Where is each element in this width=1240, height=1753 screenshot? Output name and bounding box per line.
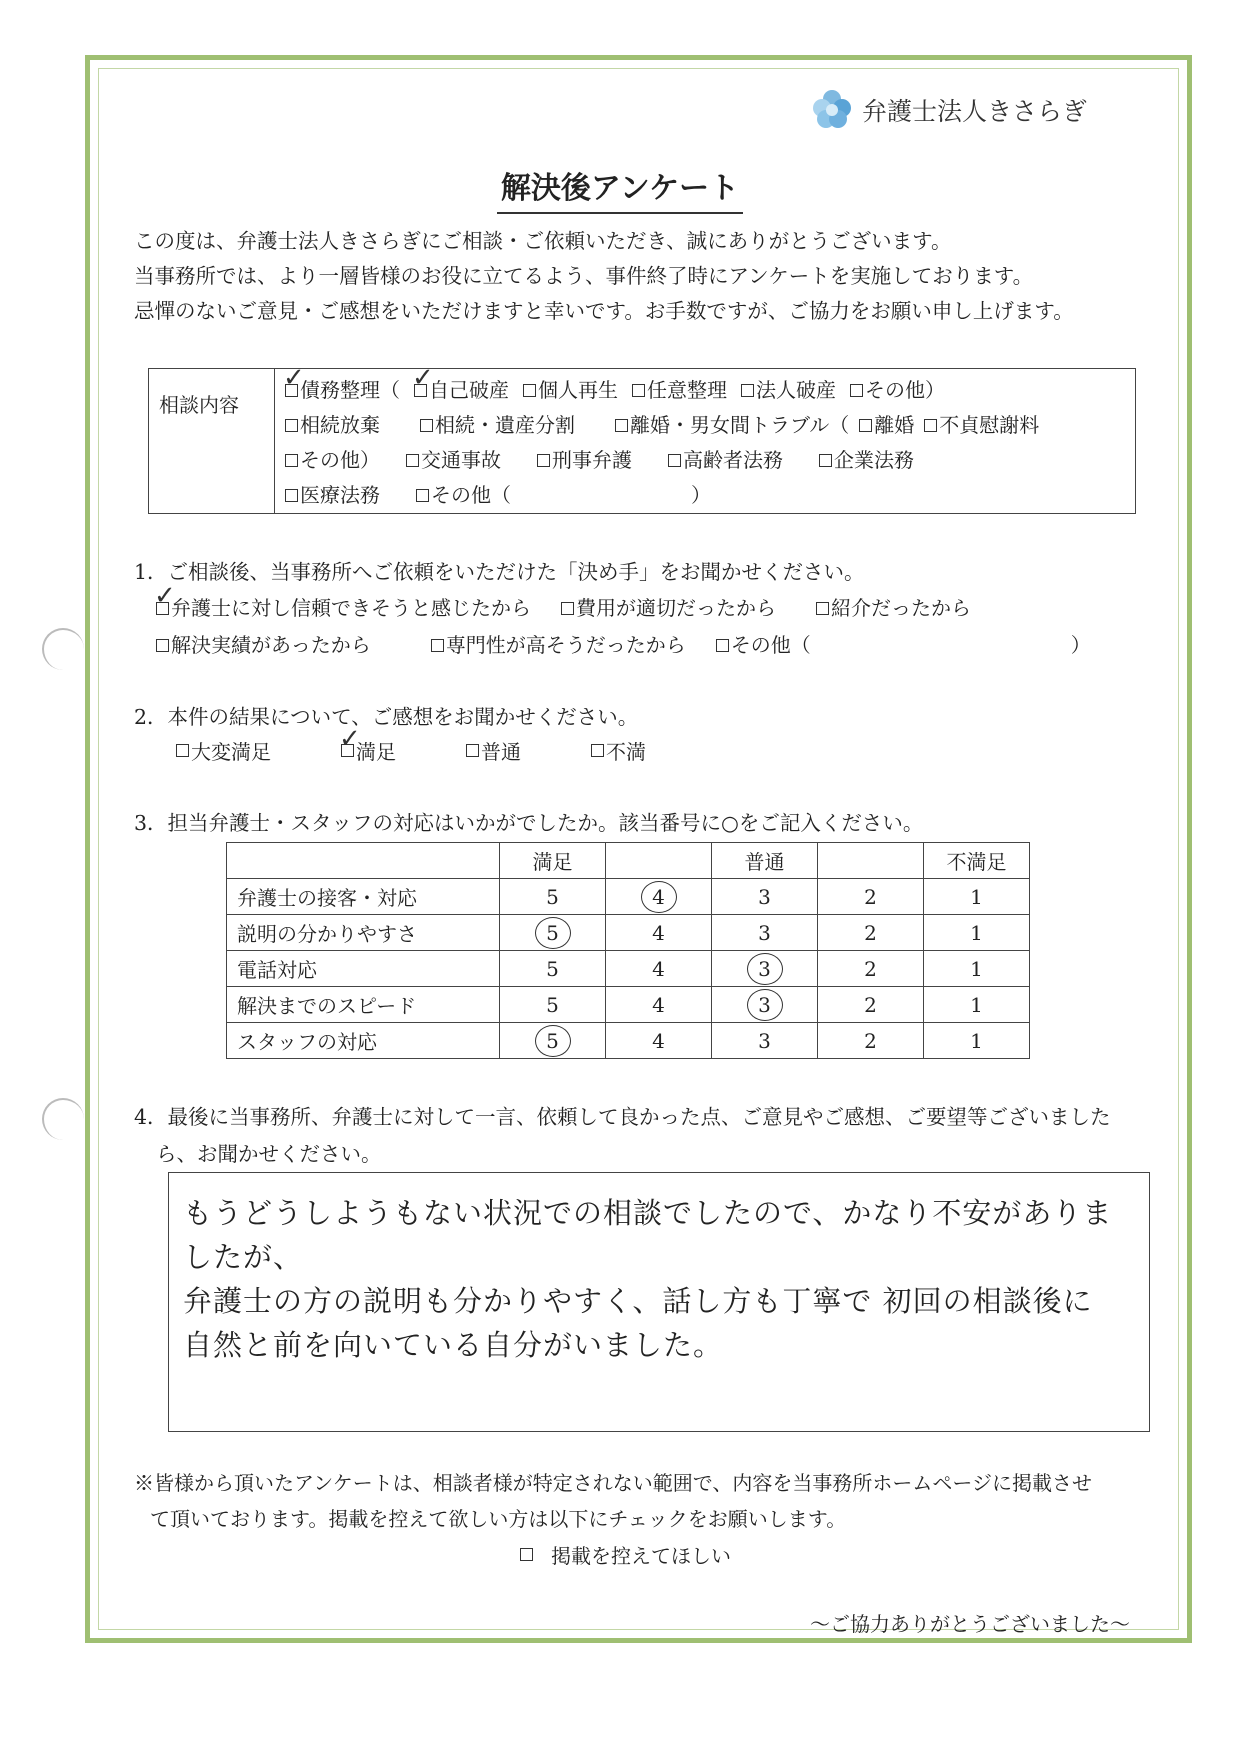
checkbox-option[interactable] — [741, 373, 836, 408]
rating-score-cell[interactable] — [712, 987, 818, 1023]
checkbox[interactable] — [816, 602, 829, 615]
rating-score-cell[interactable] — [500, 915, 606, 951]
q4-answer-box[interactable] — [168, 1172, 1150, 1432]
checkbox-label: 相続・遺産分割 — [435, 413, 575, 437]
checkbox-option[interactable] — [850, 373, 945, 408]
circled-score: 5 — [535, 1025, 571, 1057]
consult-type-row — [285, 478, 1135, 513]
q1-question: 1．ご相談後、当事務所へご依頼をいただけた「決め手」をお聞かせください。 — [134, 560, 865, 584]
score: 4 — [652, 920, 665, 945]
checkbox[interactable] — [406, 454, 419, 467]
footer-note: ※皆様から頂いたアンケートは、相談者様が特定されない範囲で、内容を当事務所ホームページに掲載させ て頂いております。掲載を控えて欲しい方は以下にチェックをお願いします。 — [134, 1471, 1092, 1531]
checkbox-label: 普通 — [481, 740, 521, 764]
checkbox-option[interactable] — [406, 443, 501, 478]
checkbox[interactable] — [561, 602, 574, 615]
checkbox-option[interactable] — [561, 590, 776, 627]
checkbox-option[interactable] — [816, 590, 971, 627]
rating-item-label: 説明の分かりやすさ — [227, 915, 500, 951]
score: 1 — [970, 992, 983, 1017]
checkbox[interactable] — [741, 384, 754, 397]
page-title: 解決後アンケート — [0, 163, 1240, 207]
rating-score-cell[interactable] — [500, 987, 606, 1023]
rating-item-label: 電話対応 — [227, 951, 500, 987]
score: 5 — [546, 884, 559, 909]
rating-score-cell[interactable] — [818, 915, 924, 951]
check-mark-icon: ✓ — [339, 724, 361, 754]
rating-header-row — [227, 843, 1030, 879]
intro-text: この度は、弁護士法人きさらぎにご相談・ご依頼いただき、誠にありがとうございます。 当事務所では、より一層皆様のお役に立てるよう、事件終了時にアンケートを実施しております。 忌憚のないご意見・ご感想をいただけますと幸いです。お手数ですが、ご協力をお願い申し上げます。 — [134, 229, 1074, 323]
checkbox[interactable] — [632, 384, 645, 397]
rating-score-cell[interactable] — [924, 951, 1030, 987]
checkbox-option[interactable] — [285, 478, 380, 513]
rating-score-cell[interactable] — [606, 915, 712, 951]
check-mark-icon: ✓ — [412, 363, 434, 393]
checkbox-label: 離婚 — [874, 413, 915, 437]
checkbox[interactable] — [537, 454, 550, 467]
score: 1 — [970, 884, 983, 909]
checkbox-option[interactable] — [632, 373, 727, 408]
checkbox-label: 不満 — [606, 740, 646, 764]
checkbox-option[interactable] — [156, 627, 371, 664]
checkbox[interactable] — [523, 384, 536, 397]
checkbox-label: 自己破産 — [429, 378, 509, 402]
rating-score-cell[interactable] — [818, 1023, 924, 1059]
rating-row — [227, 987, 1030, 1023]
score: 2 — [864, 920, 877, 945]
checkbox-option[interactable] — [591, 736, 646, 765]
checkbox-label: 費用が適切だったから — [576, 596, 776, 620]
checkbox-label: その他） — [865, 378, 945, 402]
rating-score-cell[interactable] — [818, 987, 924, 1023]
checkbox-label: 刑事弁護 — [552, 448, 632, 472]
checkbox-label: その他（ ） — [431, 483, 711, 507]
checkbox[interactable] — [850, 384, 863, 397]
rating-row — [227, 951, 1030, 987]
rating-header-blank — [227, 843, 500, 879]
consult-type-table — [148, 363, 1136, 514]
score: 5 — [546, 956, 559, 981]
checkbox[interactable] — [431, 639, 444, 652]
checkbox-option[interactable] — [859, 408, 914, 443]
checkbox-option[interactable] — [285, 408, 380, 443]
rating-score-cell[interactable] — [712, 951, 818, 987]
checkbox-option[interactable] — [285, 443, 380, 478]
optout-checkbox[interactable] — [520, 1548, 533, 1561]
consult-type-row — [283, 363, 1135, 408]
consult-type-row — [285, 408, 1135, 443]
score: 1 — [970, 1028, 983, 1053]
checkbox[interactable] — [859, 419, 872, 432]
score: 3 — [758, 1028, 771, 1053]
consult-type-row — [285, 443, 1135, 478]
rating-header: 満足 — [500, 843, 606, 879]
consult-type-label: 相談内容 — [149, 369, 275, 513]
rating-table — [226, 842, 1030, 1059]
checkbox-option[interactable] — [537, 443, 632, 478]
rating-score-cell[interactable] — [500, 1023, 606, 1059]
checkbox-label: 高齢者法務 — [683, 448, 783, 472]
flower-logo-icon — [810, 88, 854, 132]
circled-score: 5 — [535, 917, 571, 949]
rating-item-label: スタッフの対応 — [227, 1023, 500, 1059]
checkbox-label: 法人破産 — [756, 378, 836, 402]
score: 1 — [970, 956, 983, 981]
rating-score-cell[interactable] — [712, 879, 818, 915]
checkbox[interactable] — [285, 489, 298, 502]
checkbox-option[interactable] — [154, 581, 531, 627]
checkbox[interactable] — [466, 744, 479, 757]
checkbox[interactable] — [924, 419, 937, 432]
rating-score-cell[interactable] — [924, 915, 1030, 951]
check-mark-icon: ✓ — [283, 363, 305, 393]
checkbox[interactable] — [176, 744, 189, 757]
rating-score-cell[interactable] — [712, 1023, 818, 1059]
checkbox[interactable] — [819, 454, 832, 467]
checkbox[interactable] — [668, 454, 681, 467]
answer-line: 弁護士の方の説明も分かりやすく、話し方も丁寧で 初回の相談後に — [183, 1284, 1093, 1318]
checkbox-label: その他） — [300, 448, 380, 472]
score: 2 — [864, 1028, 877, 1053]
score: 4 — [652, 956, 665, 981]
rating-score-cell[interactable] — [500, 879, 606, 915]
checkbox-label: 交通事故 — [421, 448, 501, 472]
rating-row — [227, 915, 1030, 951]
score: 4 — [652, 992, 665, 1017]
checkbox-label: 債務整理（ — [300, 378, 400, 402]
checkbox-label: 離婚・男女間トラブル（ — [630, 413, 850, 437]
q4-question-line2: ら、お聞かせください。 — [156, 1142, 382, 1166]
checkbox[interactable] — [591, 744, 604, 757]
rating-score-cell[interactable] — [924, 1023, 1030, 1059]
checkbox-label: 解決実績があったから — [171, 633, 371, 657]
firm-logo — [810, 88, 1087, 132]
q2-question: 2．本件の結果について、ご感想をお聞かせください。 — [134, 705, 639, 729]
checkbox-option[interactable] — [819, 443, 914, 478]
checkbox-option[interactable] — [416, 478, 711, 513]
checkbox-option[interactable] — [924, 408, 1039, 443]
checkbox[interactable] — [156, 639, 169, 652]
score: 2 — [864, 884, 877, 909]
rating-score-cell[interactable] — [606, 987, 712, 1023]
rating-header — [818, 843, 924, 879]
optout-option[interactable] — [520, 1540, 731, 1569]
checkbox-option[interactable] — [668, 443, 783, 478]
q2-options — [176, 724, 716, 765]
rating-score-cell[interactable] — [606, 1023, 712, 1059]
rating-header — [606, 843, 712, 879]
check-mark-icon: ✓ — [154, 581, 176, 611]
rating-item-label: 弁護士の接客・対応 — [227, 879, 500, 915]
rating-score-cell[interactable] — [818, 951, 924, 987]
checkbox-option[interactable] — [523, 373, 618, 408]
checkbox-option[interactable] — [615, 408, 849, 443]
score: 3 — [758, 920, 771, 945]
checkbox-option[interactable] — [466, 736, 521, 765]
rating-score-cell[interactable] — [818, 879, 924, 915]
checkbox-label: 個人再生 — [538, 378, 618, 402]
score: 5 — [546, 992, 559, 1017]
score: 2 — [864, 956, 877, 981]
score: 4 — [652, 1028, 665, 1053]
checkbox-label: 企業法務 — [834, 448, 914, 472]
checkbox[interactable] — [716, 639, 729, 652]
checkbox-option[interactable] — [412, 363, 509, 408]
checkbox-label: その他（ ） — [730, 633, 1091, 657]
score: 1 — [970, 920, 983, 945]
checkbox-label: 医療法務 — [300, 483, 380, 507]
checkbox-option[interactable] — [176, 736, 271, 765]
checkbox-label: 満足 — [356, 740, 396, 764]
checkbox[interactable] — [285, 454, 298, 467]
checkbox[interactable] — [416, 489, 429, 502]
consult-type-options — [275, 363, 1135, 513]
score: 3 — [758, 884, 771, 909]
checkbox[interactable] — [420, 419, 433, 432]
thanks-text: ～ご協力ありがとうございました～ — [810, 1612, 1130, 1636]
q1-row — [156, 627, 1091, 664]
circled-score: 3 — [747, 953, 783, 985]
circled-score: 3 — [747, 989, 783, 1021]
rating-score-cell[interactable] — [500, 951, 606, 987]
q4-question-line1: 4．最後に当事務所、弁護士に対して一言、依頼して良かった点、ご意見やご感想、ご要望等ございました — [134, 1105, 1111, 1129]
punch-hole — [42, 1098, 84, 1140]
q3-question: 3．担当弁護士・スタッフの対応はいかがでしたか。該当番号に○をご記入ください。 — [134, 811, 924, 835]
rating-row — [227, 1023, 1030, 1059]
punch-hole — [42, 628, 84, 670]
rating-header: 不満足 — [924, 843, 1030, 879]
rating-score-cell[interactable] — [712, 915, 818, 951]
checkbox-option[interactable] — [420, 408, 575, 443]
rating-row — [227, 879, 1030, 915]
checkbox-label: 紹介だったから — [831, 596, 971, 620]
optout-label: 掲載を控えてほしい — [551, 1544, 731, 1568]
checkbox-label: 相続放棄 — [300, 413, 380, 437]
checkbox-label: 大変満足 — [191, 740, 271, 764]
firm-name: 弁護士法人きさらぎ — [862, 97, 1088, 126]
checkbox-label: 専門性が高そうだったから — [445, 633, 686, 657]
checkbox-label: 不貞慰謝料 — [939, 413, 1040, 437]
rating-item-label: 解決までのスピード — [227, 987, 500, 1023]
checkbox-label: 任意整理 — [647, 378, 727, 402]
rating-score-cell[interactable] — [606, 879, 712, 915]
checkbox-option[interactable] — [716, 627, 1091, 664]
q1-row — [154, 581, 1091, 627]
checkbox-option[interactable] — [283, 363, 400, 408]
rating-score-cell[interactable] — [606, 951, 712, 987]
q1-options — [154, 581, 1091, 664]
checkbox-option[interactable] — [431, 627, 686, 664]
rating-score-cell[interactable] — [924, 987, 1030, 1023]
checkbox-option[interactable] — [339, 724, 396, 765]
circled-score: 4 — [641, 881, 677, 913]
answer-line: もうどうしようもない状況での相談でしたので、かなり不安がありましたが、 — [183, 1196, 1113, 1274]
rating-header: 普通 — [712, 843, 818, 879]
answer-line: 自然と前を向いている自分がいました。 — [183, 1328, 724, 1362]
checkbox-label: 弁護士に対し信頼できそうと感じたから — [171, 596, 531, 620]
checkbox[interactable] — [615, 419, 628, 432]
rating-score-cell[interactable] — [924, 879, 1030, 915]
score: 2 — [864, 992, 877, 1017]
checkbox[interactable] — [285, 419, 298, 432]
